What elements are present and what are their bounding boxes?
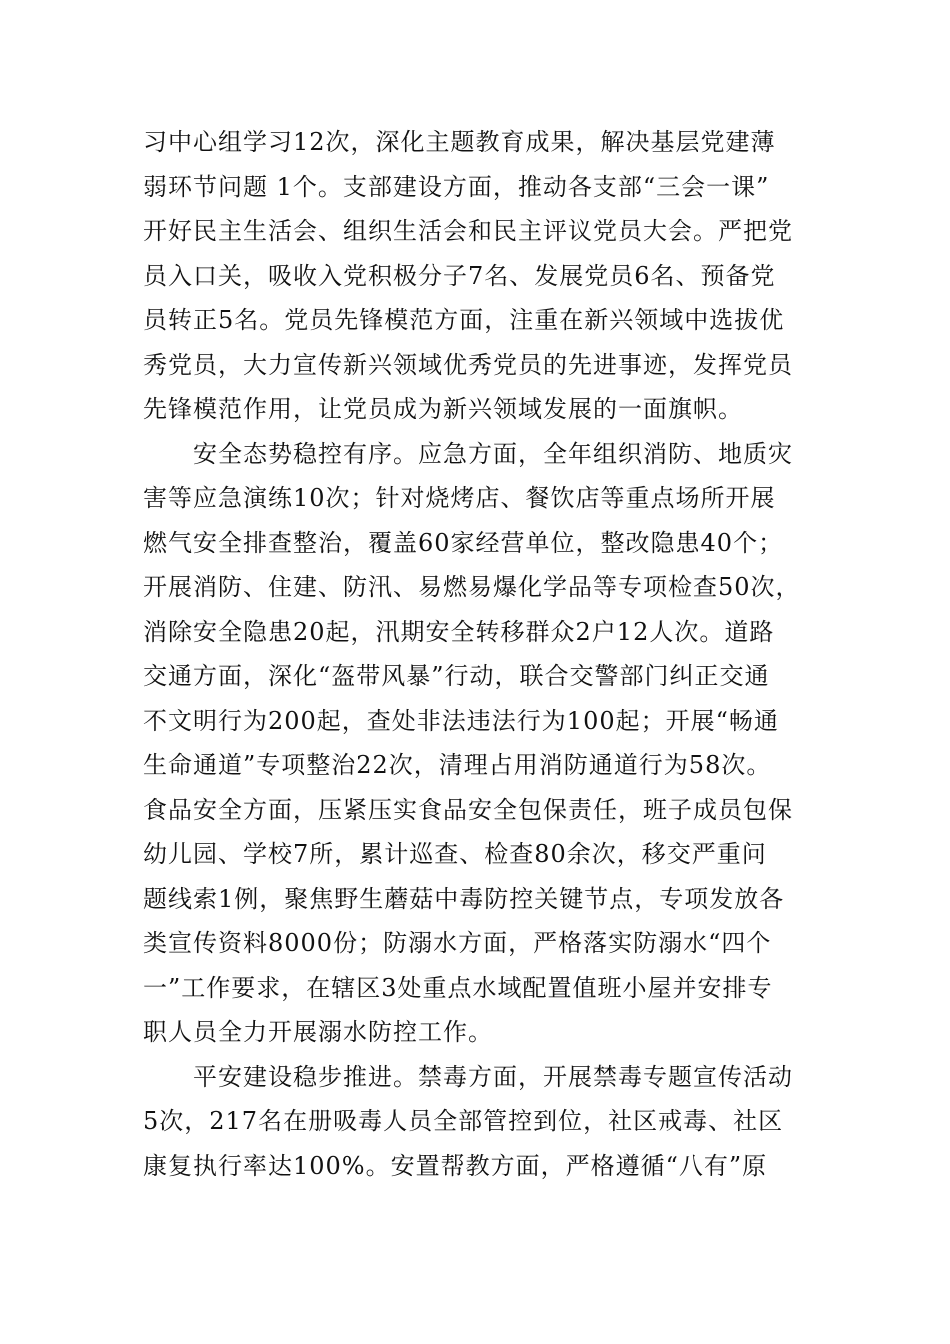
paragraph-start-line: 安全态势稳控有序。应急方面，全年组织消防、地质灾 — [193, 439, 793, 468]
text-line: 害等应急演练10次；针对烧烤店、餐饮店等重点场所开展 — [143, 484, 776, 512]
paragraph-start-line: 平安建设稳步推进。禁毒方面，开展禁毒专题宣传活动 — [193, 1062, 793, 1091]
text-line: 5次，217名在册吸毒人员全部管控到位，社区戒毒、社区 — [143, 1107, 784, 1135]
text-line: 消除安全隐患20起，汛期安全转移群众2户12人次。道路 — [143, 617, 775, 646]
text-line: 一”工作要求，在辖区3处重点水域配置值班小屋并安排专 — [143, 973, 773, 1002]
text-line: 交通方面，深化“盔带风暴”行动，联合交警部门纠正交通 — [143, 662, 770, 690]
text-line: 弱环节问题 1个。支部建设方面，推动各支部“三会一课” — [143, 172, 770, 201]
text-line: 职人员全力开展溺水防控工作。 — [143, 1018, 493, 1046]
text-line: 开展消防、住建、防汛、易燃易爆化学品等专项检查50次， — [143, 573, 801, 601]
text-line: 不文明行为200起，查处非法违法行为100起；开展“畅通 — [143, 706, 779, 735]
text-line: 开好民主生活会、组织生活会和民主评议党员大会。严把党 — [143, 217, 793, 245]
text-line: 员入口关，吸收入党积极分子7名、发展党员6名、预备党 — [143, 261, 776, 290]
text-line: 题线索1例，聚焦野生蘑菇中毒防控关键节点，专项发放各 — [143, 884, 785, 913]
text-line: 康复执行率达100%。安置帮教方面，严格遵循“八有”原 — [143, 1151, 768, 1180]
text-line: 习中心组学习12次，深化主题教育成果，解决基层党建薄 — [143, 128, 776, 156]
text-line: 生命通道”专项整治22次，清理占用消防通道行为58次。 — [143, 751, 772, 779]
text-line: 先锋模范作用，让党员成为新兴领域发展的一面旗帜。 — [143, 395, 743, 423]
document-body — [143, 120, 823, 1188]
text-line: 秀党员，大力宣传新兴领域优秀党员的先进事迹，发挥党员 — [143, 350, 793, 379]
text-line: 员转正5名。党员先锋模范方面，注重在新兴领域中选拔优 — [143, 306, 785, 334]
text-line: 类宣传资料8000份；防溺水方面，严格落实防溺水“四个 — [143, 929, 772, 957]
text-line: 食品安全方面，压紧压实食品安全包保责任，班子成员包保 — [143, 795, 793, 824]
text-line: 幼儿园、学校7所，累计巡查、检查80余次，移交严重问 — [143, 840, 767, 868]
text-line: 燃气安全排查整治，覆盖60家经营单位，整改隐患40个； — [143, 528, 784, 557]
